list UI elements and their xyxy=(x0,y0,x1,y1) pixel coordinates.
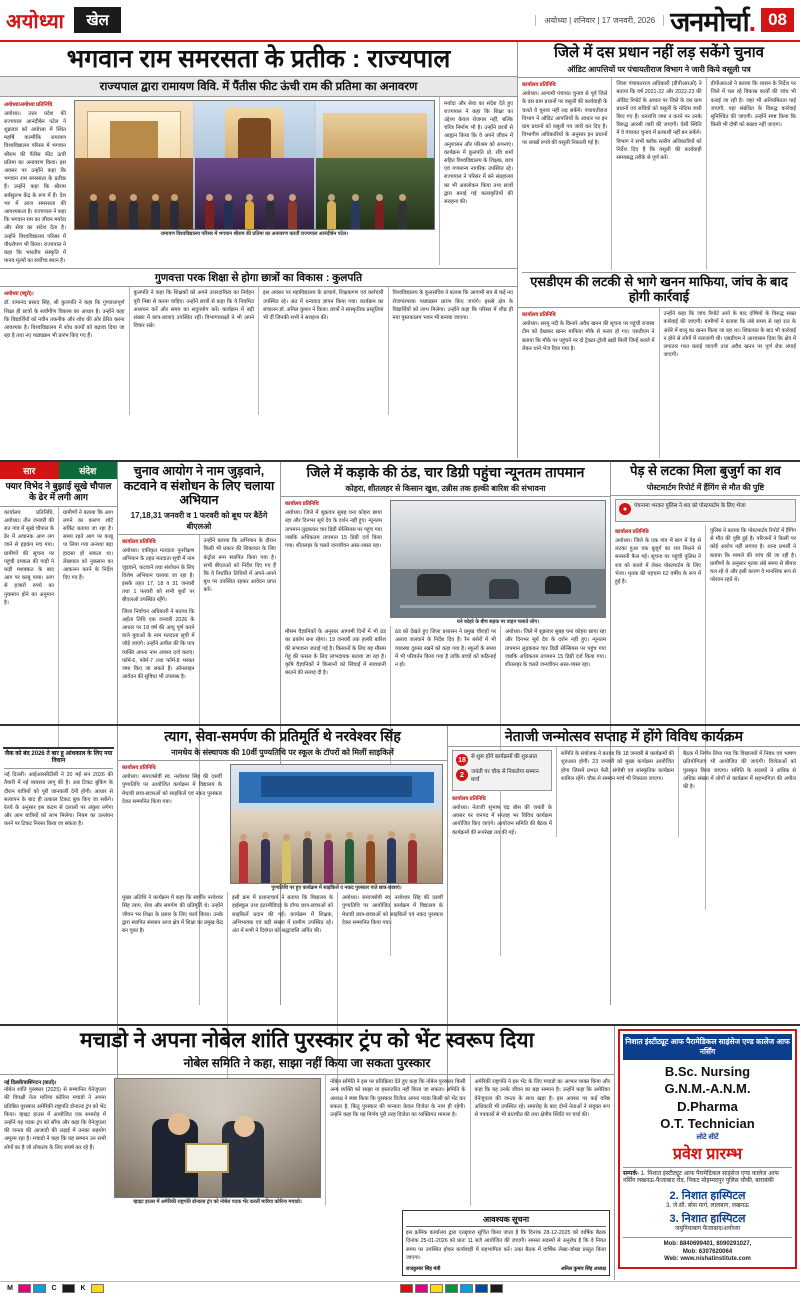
bottom-section xyxy=(0,1024,800,1280)
lead-subhead: राज्यपाल द्वारा रामायण विवि. में पैंतीस फीट ऊंची राम की प्रतिमा का अनावरण xyxy=(0,76,517,97)
narveshwar-text-4: अयोध्या। समाजसेवी स्व. नरवेश्वर सिंह की दसवीं पुण्यतिथि पर आयोजित कार्यक्रम में विद्यालय के मेधावी छात्र-छात्राओं को साइकिलें एवं नकद पुरस्कार देकर सम्मानित किया गया। xyxy=(342,895,443,926)
election-text-3: उन्होंने बताया कि अभियान के दौरान किसी भी प्रकार की शिकायत के लिए कंट्रोल रूम स्थापित किया गया है। सभी बीएलओ को निर्देश दिए गए हैं कि वे निर्धारित तिथियों में अपने-अपने बूथ पर उपस्थित रहकर आवेदन प्राप्त करें। xyxy=(203,538,276,594)
public-notice xyxy=(402,1210,610,1276)
masthead-left xyxy=(0,0,121,40)
bottom-text-1: नोबेल शांति पुरस्कार (2025) से सम्मानित वेनेजुएला की विपक्षी नेता मारिया कोरिना मचाडो ने अपना प्रतिष्ठित पुरस्कार अमेरिकी राष्ट्रपति डोनाल्ड ट्रंप को भेंट किया। व्हाइट हाउस में आयोजित एक समारोह में उन्होंने यह पदक ट्रंप को सौंपा और कहा कि वेनेजुएला की जनता की आजादी की लड़ाई में उनका सहयोग अमूल्य रहा है। मचाडो ने कहा कि यह सम्मान उन सभी लोगों का है जो लोकतंत्र के लिए संघर्ष कर रहे हैं। xyxy=(4,1087,106,1151)
election-text-1: अयोध्या। एकीकृत मतदाता पुनरीक्षण अभियान के तहत मतदाता सूची में नाम जुड़वाने, कटवाने तथा संशोधन के लिए विशेष अभियान चलाया जा रहा है। इसके तहत 17, 18 व 31 जनवरी तथा 1 फरवरी को सभी बूथों पर बीएलओ उपस्थित रहेंगे। xyxy=(122,548,195,604)
ad-institute-name: निशात इंस्टीट्यूट आफ पैरामेडिकल साइंसेज एण्ड कालेज आफ नर्सिंग xyxy=(623,1034,792,1060)
pradhan-col-1 xyxy=(518,78,611,270)
ad-mobile-1: Mob: 8840699401, 8090291027, xyxy=(663,1240,752,1247)
netaji-bullet-2-text: जयंती पर चौक से निकलेगा सम्मान मार्च xyxy=(471,769,539,783)
bottom-photo-caption: व्हाइट हाउस में अमेरिकी राष्ट्रपति डोनाल्ड ट्रंप को नोबेल पदक भेंट करतीं मारिया कोरिना मचाडो। xyxy=(133,1199,302,1206)
netaji-text-2: समिति के संयोजक ने बताया कि 18 जनवरी से कार्यक्रमों की शुरुआत होगी। 23 जनवरी को मुख्य कार्यक्रम आयोजित होगा जिसमें प्रभात फेरी, संगोष्ठी एवं सांस्कृतिक कार्यक्रम शामिल रहेंगे। चौक से सम्मान मार्च भी निकाला जाएगा। xyxy=(561,751,674,782)
netaji-bullet-1-num: 18 xyxy=(456,754,468,766)
colorbar-swatch-magenta xyxy=(18,1284,31,1293)
sidebar-tab-sandesh[interactable]: संदेश xyxy=(59,462,118,479)
colorbar-letter-m: M xyxy=(7,1285,13,1292)
cold-col-1 xyxy=(281,497,386,626)
netaji-bullet-1-text: से शुरू होंगे कार्यक्रमों की शुरुआत xyxy=(471,754,538,761)
pradhan-headline: जिले में दस प्रधान नहीं लड़ सकेंगे चुनाव xyxy=(554,44,764,61)
sidebar-notice-text: नई दिल्ली। आईआरसीटीसी ने 20 मई सन 2026 की तैयारी में नई व्यवस्था लागू की है। अब टिकट बुकिंग के दौरान यात्रियों को पूरी जानकारी देनी होगी। आधार से सत्यापन के बाद ही तत्काल टिकट बुक किए जा सकेंगे। रेलवे के अनुसार इस कदम से दलालों पर अंकुश लगेगा और आम यात्रियों को लाभ मिलेगा। नियम का उल्लंघन करने पर टिकट निरस्त किया जा सकता है। xyxy=(4,772,113,828)
tree-byline: कार्यालय प्रतिनिधि xyxy=(615,529,649,536)
mafia-text-2: उन्होंने कहा कि जांच रिपोर्ट आने के बाद दोषियों के विरुद्ध सख्त कार्रवाई की जाएगी। ग्रामीणों ने बताया कि लंबे समय से यहां रात के अंधेरे में बालू का खनन किया जा रहा था। शिकायत के बाद भी कार्रवाई न होने से लोगों में नाराजगी थी। एसडीएम ने आश्वासन दिया कि क्षेत्र में लगातार गश्त कराई जाएगी तथा अवैध खनन पर पूर्ण रोक लगाई जाएगी। xyxy=(663,311,796,359)
netaji-bullets xyxy=(448,747,556,837)
netaji-text-3: बैठक में निर्णय लिया गया कि विद्यालयों में निबंध एवं भाषण प्रतियोगिताएं भी आयोजित की जाएंगी। विजेताओं को पुरस्कृत किया जाएगा। समिति के सदस्यों ने अधिक से अधिक संख्या में लोगों से कार्यक्रम में सहभागिता की अपील की है। xyxy=(683,751,796,790)
pradhan-text-1: अयोध्या। आगामी पंचायत चुनाव से पूर्व जिले के दस ग्राम प्रधानों पर वसूली की कार्यवाही के चलते वे चुनाव नहीं लड़ सकेंगे। पंचायतीराज विभाग ने ऑडिट आपत्तियों के आधार पर इन ग्राम प्रधानों को वसूली पत्र जारी कर दिए हैं। विभागीय अधिकारियों के अनुसार इन प्रधानों पर लाखों रुपये की वसूली निकाली गई है। xyxy=(522,91,608,147)
bottom-dateline: नई दिल्ली/वाशिंगटन (वार्ता)। xyxy=(4,1080,57,1087)
ad-course-3: D.Pharma xyxy=(677,1098,738,1114)
cold-text-4: अयोध्या। जिले में शुक्रवार सुबह घना कोहरा छाया रहा और दिनभर सूर्य देव के दर्शन नहीं हुए। न्यूनतम तापमान लुढ़ककर चार डिग्री सेल्सियस पर पहुंच गया जबकि अधिकतम तापमान 15 डिग्री दर्ज किया गया। शीतलहर के चलते जनजीवन अस्त-व्यस्त रहा। xyxy=(505,629,606,669)
mafia-col-2 xyxy=(659,308,800,458)
bottom-story xyxy=(0,1026,615,1280)
netaji-byline: कार्यालय प्रतिनिधि xyxy=(452,795,486,802)
quality-col-2 xyxy=(129,287,259,415)
quality-text-4: विश्वविद्यालय के कुलसचिव ने बताया कि आगामी सत्र से कई नए रोजगारपरक पाठ्यक्रम प्रारंभ किए जाएंगे। इससे क्षेत्र के विद्यार्थियों को लाभ मिलेगा। उन्होंने कहा कि परिसर में शीघ्र ही नया पुस्तकालय भवन भी बनाया जाएगा। xyxy=(392,290,513,321)
public-notice-sign-right: अनिल कुमार सिंह अध्यक्ष xyxy=(560,1265,606,1272)
bottom-text-2: नोबेल समिति ने इस पर प्रतिक्रिया देते हुए कहा कि नोबेल पुरस्कार किसी अन्य व्यक्ति को साझा या हस्तांतरित नहीं किया जा सकता। समिति के अध्यक्ष ने स्पष्ट किया कि पुरस्कार विजेता अपना पदक किसी को भेंट कर सकता है, किंतु पुरस्कार की मान्यता केवल विजेता के नाम ही रहेगी। उन्होंने कहा कि यह निर्णय पूरी तरह विजेता का व्यक्तिगत मामला है। xyxy=(330,1079,466,1118)
lead-headline: भगवान राम समरसता के प्रतीक : राज्यपाल xyxy=(66,45,451,73)
public-notice-text: इस क्रमिक कार्यालय द्वारा एतद्द्वारा सूचित किया जाता है कि दिनांक 28-12-2025 को वार्षिक बैठक दिनांक 25-01-2026 को प्रातः 11 बजे आयोजित की जाएगी। समस्त सदस्यों से अनुरोध है कि वे नियत समय पर उपस्थित होकर कार्यवाही में सहभागिता करें। उक्त बैठक में वार्षिक लेखा-जोखा प्रस्तुत किया जाएगा। xyxy=(406,1230,606,1261)
cold-headline: जिले में कड़ाके की ठंड, चार डिग्री पहुंचा न्यूनतम तापमान xyxy=(306,464,585,481)
cold-text-1: अयोध्या। जिले में शुक्रवार सुबह घना कोहरा छाया रहा और दिनभर सूर्य देव के दर्शन नहीं हुए। न्यूनतम तापमान लुढ़ककर चार डिग्री सेल्सियस पर पहुंच गया जबकि अधिकतम तापमान 15 डिग्री दर्ज किया गया। शीतलहर के चलते जनजीवन अस्त-व्यस्त रहा। xyxy=(285,510,382,550)
ad-item-2: 3. जे.सी. बोस मार्ग, लालबाग, लखनऊ xyxy=(666,1203,749,1210)
election-byline: कार्यालय प्रतिनिधि xyxy=(122,539,156,546)
mafia-columns xyxy=(518,308,800,458)
netaji-bullet-2-num: 2 xyxy=(456,769,468,781)
sidebar-col-1 xyxy=(0,507,58,747)
ad-mobile-2: Mob: 6307620064 xyxy=(682,1248,733,1255)
bottom-text-3: अमेरिकी राष्ट्रपति ने इस भेंट के लिए मचाडो का आभार व्यक्त किया और कहा कि यह उनके जीवन का बड़ा सम्मान है। उन्होंने कहा कि अमेरिका वेनेजुएला की जनता के साथ खड़ा है। इस अवसर पर कई वरिष्ठ अधिकारी भी उपस्थित रहे। समारोह के बाद दोनों नेताओं ने संयुक्त रूप से पत्रकारों से भी बातचीत की तथा क्षेत्रीय स्थिति पर चर्चा की। xyxy=(474,1079,610,1118)
color-registration-bar xyxy=(0,1281,800,1295)
pradhan-byline: कार्यालय प्रतिनिधि xyxy=(522,82,556,89)
colorbar-swatch-magenta-2 xyxy=(415,1284,428,1293)
quality-text-3: इस अवसर पर महाविद्यालय के प्राचार्य, शिक्षकगण एवं कर्मचारी उपस्थित रहे। अंत में धन्यवाद ज्ञापन किया गया। कार्यक्रम का संचालन डॉ. अनिल कुमार ने किया। छात्रों ने सांस्कृतिक प्रस्तुतियां भी दीं जिनकी सभी ने सराहना की। xyxy=(263,290,384,321)
sidebar-text-1: कार्यालय प्रतिनिधि, अयोध्या। तीन जनवरी की रात गांव में सूखे चौपाल के ढेर में अचानक आग लग जाने से हड़कंप मच गया। ग्रामीणों की सूचना पर पहुंची दमकल की गाड़ी ने कड़ी मशक्कत के बाद आग पर काबू पाया। आग से हजारों रुपये का नुकसान होने का अनुमान है। xyxy=(4,509,54,606)
masthead-page-number: 08 xyxy=(761,8,794,32)
lead-col-1 xyxy=(0,97,70,266)
pradhan-columns xyxy=(518,78,800,270)
ad-course-2: G.N.M.-A.N.M. xyxy=(664,1081,751,1097)
tree-text-2: पुलिस ने बताया कि पोस्टमार्टम रिपोर्ट में हैंगिंग से मौत की पुष्टि हुई है। परिजनों ने किसी पर कोई आरोप नहीं लगाया है। थाना प्रभारी ने बताया कि मामले की जांच की जा रही है। ग्रामीणों के अनुसार मृतक लंबे समय से बीमार चल रहे थे और इसी कारण वे मानसिक रूप से परेशान रहते थे। xyxy=(710,528,796,584)
narveshwar-photo xyxy=(230,764,443,884)
election-headline: चुनाव आयोग ने नाम जुड़वाने, कटवाने व संशोधन के लिए चलाया अभियान xyxy=(123,464,275,507)
quality-columns xyxy=(0,287,517,415)
lead-text-1: अयोध्या। उत्तर प्रदेश की राज्यपाल आनंदीबेन पटेल ने शुक्रवार को अयोध्या में स्थित महर्षि वाल्मीकि रामायण विश्वविद्यालय परिसर में भगवान श्रीराम की पैंतीस फीट ऊंची प्रतिमा का अनावरण किया। इस अवसर पर उन्होंने कहा कि भगवान राम समरसता के प्रतीक हैं। उन्होंने कहा कि श्रीराम सर्वसुलभ केंद्र के रूप में हैं। देश भर में आज समरसता की आवश्यकता है। राज्यपाल ने कहा कि भगवान राम का जीवन मर्यादा और सेवा का संदेश देता है। उन्होंने विश्वविद्यालय परिसर में पौधरोपण भी किया। राज्यपाल ने कहा कि भारतीय संस्कृति में मानव मूल्यों का सर्वोच्च स्थान है। xyxy=(4,110,66,265)
quality-col-4 xyxy=(388,287,518,415)
masthead-section-tag: खेल xyxy=(74,7,120,33)
colorbar-swatch-yellow-2 xyxy=(430,1284,443,1293)
ad-course-4: O.T. Technician xyxy=(660,1116,755,1132)
cold-photo-wrap xyxy=(386,497,610,626)
bottom-subhead: नोबेल समिति ने कहा, साझा नहीं किया जा सकता पुरस्कार xyxy=(0,1053,614,1075)
sidebar-col-2 xyxy=(58,507,117,747)
colorbar-swatch-yellow xyxy=(91,1284,104,1293)
ad-address: 1. निशात इंस्टीट्यूट आफ पैरामेडिकल साइंसेज एण्ड कालेज आफ नर्सिंग लखनऊ-फैजाबाद रोड, निकट मोहम्मदपुर पुलिस चौकी, बाराबंकी xyxy=(623,1170,779,1185)
mafia-byline: कार्यालय प्रतिनिधि xyxy=(522,312,556,319)
masthead-center xyxy=(121,0,536,40)
lead-photo-wrap xyxy=(70,97,439,266)
pradhan-col-3 xyxy=(706,78,800,270)
colorbar-swatch-red xyxy=(400,1284,413,1293)
advertisement xyxy=(615,1026,800,1280)
ad-contact-label: सम्पर्क- xyxy=(623,1170,639,1177)
right-column-top xyxy=(518,42,800,458)
quality-text-2: कुलपति ने कहा कि शिक्षकों को अपने उत्तरदायित्व का निर्वहन पूरी निष्ठा से करना चाहिए। उन्होंने छात्रों से कहा कि वे नियमित अध्ययन करें और समय का सदुपयोग करें। कार्यक्रम में बड़ी संख्या में छात्र-छात्राएं उपस्थित रहीं। विभागाध्यक्षों ने भी अपने विचार रखे। xyxy=(133,290,254,330)
public-notice-sign-left: राजकुमार सिंह मंत्री xyxy=(406,1265,441,1272)
tree-text-1: अयोध्या। जिले के एक गांव में बाग में पेड़ से लटका हुआ एक बुजुर्ग का शव मिलने से सनसनी फैल गई। सूचना पर पहुंची पुलिस ने शव को कब्जे में लेकर पोस्टमार्टम के लिए भेजा। मृतक की पहचान 62 वर्षीय के रूप में हुई है। xyxy=(615,538,701,586)
bottom-col-3 xyxy=(470,1075,615,1206)
lead-col-2 xyxy=(439,97,517,266)
pradhan-text-2: जिला पंचायतराज अधिकारी (डीपीआरओ) ने बताया कि वर्ष 2021-22 और 2022-23 की ऑडिट रिपोर्ट के आधार पर जिले के दस ग्राम प्रधानों एवं सचिवों को वसूली के नोटिस जारी किए गए हैं। धनराशि जमा न करने पर उनके विरुद्ध आरसी जारी की जाएगी। ऐसी स्थिति में वे पंचायत चुनाव में प्रत्याशी नहीं बन सकेंगे। विभाग ने सभी ब्लॉक स्तरीय अधिकारियों को निर्देश दिए हैं कि वसूली की कार्यवाही समयबद्ध तरीके से पूर्ण करें। xyxy=(616,81,702,162)
narveshwar-subhead: नामधेय के संस्थापक की 10वीं पुण्यतिथि पर स्कूल के टॉपरों को मिलीं साइकिलें xyxy=(118,746,447,761)
narveshwar-photo-wrap xyxy=(226,761,447,892)
mafia-text-1: अयोध्या। सरयू नदी के किनारे अवैध खनन की सूचना पर पहुंची राजस्व टीम को देखकर खनन माफिया मौके से फरार हो गए। एसडीएम ने बताया कि मौके पर पहुंचने पर दो ट्रैक्टर-ट्रॉली खड़ी मिलीं जिन्हें कब्जे में लेकर थाने भेज दिया गया है। xyxy=(522,321,655,352)
colorbar-swatch-black-2 xyxy=(490,1284,503,1293)
narveshwar-byline: कार्यालय प्रतिनिधि xyxy=(122,765,156,772)
cold-text-2: मौसम वैज्ञानिकों के अनुसार आगामी दिनों में भी ठंड का प्रकोप बना रहेगा। 19 जनवरी तक हल्की बारिश की संभावना जताई गई है। किसानों के लिए यह मौसम गेहूं की फसल के लिए लाभदायक बताया जा रहा है। कृषि वैज्ञानिकों ने किसानों को सिंचाई में सावधानी बरतने की सलाह दी है। xyxy=(285,629,386,677)
colorbar-swatch-cyan xyxy=(33,1284,46,1293)
colorbar-letter-c: C xyxy=(51,1285,57,1292)
cold-photo-caption: घने कोहरे के बीच सड़क पर वाहन चलाते लोग। xyxy=(456,619,540,626)
quality-col-1 xyxy=(0,287,129,415)
cold-text-3: ठंड को देखते हुए जिला प्रशासन ने प्रमुख चौराहों पर अलाव जलवाने के निर्देश दिए हैं। रैन बसेरों में भी व्यवस्था दुरुस्त रखने को कहा गया है। स्कूलों के समय में भी परिवर्तन किया गया है ताकि बच्चों को कठिनाई न हो। xyxy=(395,629,496,669)
ad-seats-note: लोटे सीटें xyxy=(696,1133,719,1141)
sidebar-headline: फ्यार विभेद ने बुझाई सूखे चौपाल के ढेर में लगी आग xyxy=(5,481,112,503)
netaji-col-3 xyxy=(678,747,800,837)
colorbar-letter-k: K xyxy=(80,1285,86,1292)
narveshwar-headline: त्याग, सेवा-समर्पण की प्रतिमूर्ति थे नरवेश्वर सिंह xyxy=(164,728,401,744)
lead-text-2: मर्यादा और सेवा का संदेश देते हुए राज्यपाल ने कहा कि शिक्षा का उद्देश्य केवल रोजगार नहीं, बल्कि चरित्र निर्माण भी है। उन्होंने छात्रों से आह्वान किया कि वे अपने जीवन में अनुशासन और परिश्रम को अपनाएं। कार्यक्रम में कुलपति प्रो. रवि शर्मा सहित विश्वविद्यालय के शिक्षक, छात्र एवं गणमान्य नागरिक उपस्थित रहे। राज्यपाल ने परिसर में बने संग्रहालय का भी अवलोकन किया तथा छात्रों द्वारा बनाई गई कलाकृतियों की सराहना की। xyxy=(444,100,513,205)
narveshwar-text-3: इसी क्रम में प्रधानाचार्य ने बताया कि विद्यालय के हाईस्कूल तथा इंटरमीडिएट के टॉपर छात्र-छात्राओं को साइकिलें प्रदान की गईं। कार्यक्रम में शिक्षक, अभिभावक एवं बड़ी संख्या में ग्रामीण उपस्थित रहे। अंत में सभी ने दिवंगत को श्रद्धांजलि अर्पित की। xyxy=(232,895,333,934)
lead-photo-caption: रामायण विश्वविद्यालय परिसर में भगवान श्रीराम की प्रतिमा का अनावरण करतीं राज्यपाल आनंदीबेन पटेल। xyxy=(160,230,349,237)
lead-photo xyxy=(74,100,435,230)
narveshwar-text-2: मुख्य अतिथि ने कार्यक्रम में कहा कि स्वर्गीय नरवेश्वर सिंह त्याग, सेवा और समर्पण की प्रतिमूर्ति थे। उन्होंने जीवन भर शिक्षा के प्रसार के लिए कार्य किया। उनके द्वारा स्थापित संस्थान आज क्षेत्र में शिक्षा का प्रमुख केंद्र बन चुका है। xyxy=(122,895,223,934)
bottom-photo-wrap xyxy=(110,1075,325,1206)
cold-subhead: कोहरा, शीतलहर से किसान खुश, उन्नीस तक हल्की बारिश की संभावना xyxy=(281,482,610,497)
quality-headline: गुणवत्ता परक शिक्षा से होगा छात्रों का विकास : कुलपति xyxy=(0,268,517,287)
sidebar-tab-sar[interactable]: सार xyxy=(0,462,59,479)
election-text-2: जिला निर्वाचन अधिकारी ने बताया कि अर्हता तिथि एक जनवरी 2026 के आधार पर 18 वर्ष की आयु पूर्ण करने वाले युवाओं के नाम मतदाता सूची में जोड़े जाएंगे। उन्होंने अपील की कि पात्र व्यक्ति अपना नाम अवश्य दर्ज कराएं। फॉर्म-6, फॉर्म-7 तथा फॉर्म-8 भरकर जमा किए जा सकते हैं। ऑनलाइन आवेदन की सुविधा भी उपलब्ध है। xyxy=(122,608,195,681)
ad-website[interactable]: Web: www.nishatinstitute.com xyxy=(664,1256,751,1263)
narveshwar-text-1: अयोध्या। समाजसेवी स्व. नरवेश्वर सिंह की दसवीं पुण्यतिथि पर आयोजित कार्यक्रम में विद्यालय के मेधावी छात्र-छात्राओं को साइकिलें एवं नकद पुरस्कार देकर सम्मानित किया गया। xyxy=(122,774,222,805)
bottom-col-2 xyxy=(325,1075,470,1206)
cold-byline: कार्यालय प्रतिनिधि xyxy=(285,501,319,508)
colorbar-swatch-cyan-2 xyxy=(460,1284,473,1293)
tree-note-text: पंचनामा भरकर पुलिस ने शव को पोस्टमार्टम के लिए भेजा xyxy=(634,503,746,510)
masthead-logo: जनमोर्चा. xyxy=(670,6,756,37)
sidebar-text-2: ग्रामीणों ने बताया कि आग लगने का कारण शॉर्ट सर्किट बताया जा रहा है। समय रहते आग पर काबू पा लिया गया अन्यथा बड़ा हादसा हो सकता था। लेखपाल को नुकसान का आकलन करने के निर्देश दिए गए हैं। xyxy=(63,509,113,582)
ad-item-1: 2. निशात हास्पिटल xyxy=(669,1190,746,1203)
ad-course-1: B.Sc. Nursing xyxy=(664,1063,751,1079)
masthead-meta: अयोध्या | शनिवार | 17 जनवरी, 2026 xyxy=(535,15,664,26)
pradhan-subhead: ऑडिट आपत्तियों पर पंचायतीराज विभाग ने जारी किये वसूली पत्र xyxy=(518,63,800,78)
sidebar-notice-title: जैक को बंद 2026 ते बार हू आंधकाल के लिए नया विधान xyxy=(4,750,113,765)
tree-subhead: पोस्टमार्टम रिपोर्ट में हैंगिंग से मौत की पुष्टि xyxy=(611,481,800,496)
colorbar-swatch-blue xyxy=(475,1284,488,1293)
masthead-right xyxy=(535,0,800,40)
bottom-headline: मचाडो ने अपना नोबेल शांति पुरस्कार ट्रंप को भेंट स्वरूप दिया xyxy=(79,1029,535,1052)
narveshwar-col-1 xyxy=(118,761,226,892)
quality-col-3 xyxy=(258,287,388,415)
netaji-text-1: अयोध्या। नेताजी सुभाष चंद्र बोस की जयंती के अवसर पर जनपद में सप्ताह भर विविध कार्यक्रम आयोजित किए जाएंगे। आयोजन समिति की बैठक में कार्यक्रमों की रूपरेखा तय की गई। xyxy=(452,804,552,836)
bullet-marker-icon: ● xyxy=(619,503,631,515)
masthead xyxy=(0,0,800,42)
masthead-city: अयोध्या xyxy=(6,10,65,33)
mafia-headline: एसडीएम की लटकी से भागे खनन माफिया, जांच के बाद होगी कार्रवाई xyxy=(530,274,788,305)
netaji-col-2 xyxy=(556,747,678,837)
ad-item-3: 3. निशात हास्पिटल xyxy=(669,1213,746,1226)
ad-highlight: प्रवेश प्रारम्भ xyxy=(672,1145,743,1163)
bottom-photo xyxy=(114,1078,321,1198)
pradhan-text-3: डीपीआरओ ने बताया कि शासन के निर्देश पर जिले में चल रहे विकास कार्यों की जांच भी कराई जा रही है। जहां भी अनियमितता पाई जाएगी, वहां संबंधित के विरुद्ध कार्रवाई सुनिश्चित की जाएगी। उन्होंने स्पष्ट किया कि किसी भी दोषी को बख्शा नहीं जाएगा। xyxy=(710,81,796,129)
lead-story-block xyxy=(0,42,518,458)
tree-headline: पेड़ से लटका मिला बुजुर्ग का शव xyxy=(630,463,781,479)
netaji-headline: नेताजी जन्मोत्सव सप्ताह में होंगे विविध कार्यक्रम xyxy=(505,728,743,744)
top-section xyxy=(0,42,800,458)
ad-item-sub: जमुनियाबाग फैजाबाद/अयोध्या xyxy=(674,1226,741,1233)
public-notice-title: आवश्यक सूचना xyxy=(406,1214,606,1227)
narveshwar-photo-caption: पुण्यतिथि पर हुए कार्यक्रम में साइकिलें व नकद पुरस्कार पाते छात्र-छात्राएं। xyxy=(271,885,402,892)
bottom-col-1 xyxy=(0,1075,110,1206)
tree-note-box xyxy=(615,499,796,522)
cold-photo xyxy=(390,500,606,618)
pradhan-col-2 xyxy=(611,78,705,270)
election-subhead: 17,18,31 जनवरी व 1 फरवरी को बूथ पर बैठेंगे बीएलओ xyxy=(118,509,280,535)
quality-byline: अयोध्या (ब्यूरो)। xyxy=(4,291,34,298)
colorbar-swatch-black xyxy=(62,1284,75,1293)
tree-note-wrap xyxy=(611,496,800,525)
mafia-col-1 xyxy=(518,308,659,458)
quality-text-1: डॉ. रामानंद प्रसाद सिंह, श्री कुलपति ने कहा कि गुणवत्तापूर्ण शिक्षा ही छात्रों के सर्वांगीण विकास का आधार है। उन्होंने कहा कि विद्यार्थियों को नवीन तकनीक और शोध की ओर प्रेरित करना आवश्यक है। विश्वविद्यालय में शोध कार्यों को बढ़ावा दिया जा रहा है तथा नए पाठ्यक्रम भी प्रारंभ किए गए हैं। xyxy=(4,300,125,340)
colorbar-swatch-green xyxy=(445,1284,458,1293)
lead-byline: अयोध्या/अयोध्या प्रतिनिधि xyxy=(4,101,53,108)
